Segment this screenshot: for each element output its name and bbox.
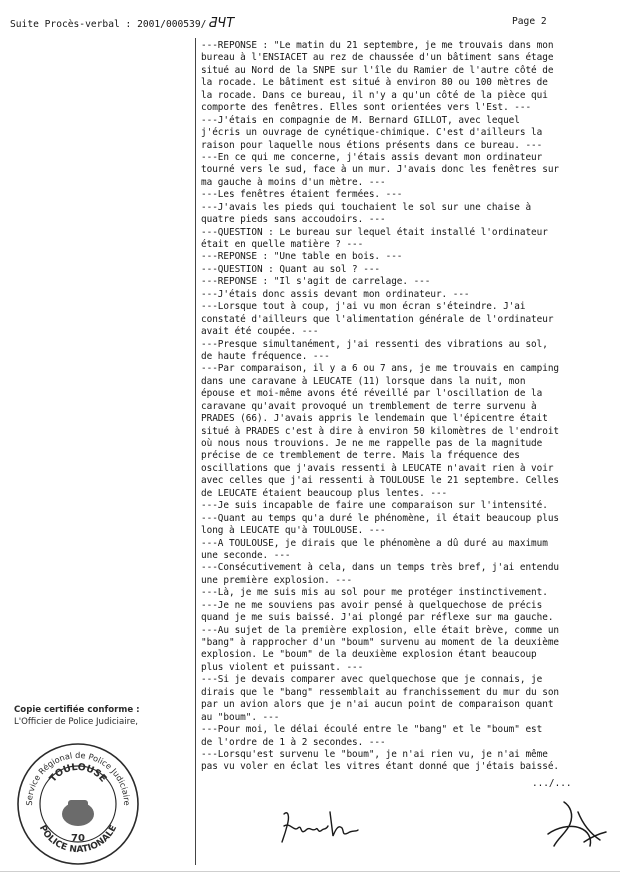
statement-line: au "boum". --- [201,711,280,723]
statement-line: ---Lorsqu'est survenu le "boum", je n'ai rien vu, je n'ai même [201,748,548,760]
statement-line: long à LEUCATE qu'à TOULOUSE. --- [201,525,386,537]
statement-line: ---J'étais donc assis devant mon ordinateur. --- [201,288,470,300]
statement-line: situé au Nord de la SNPE sur l'île du Ramier de l'autre côté de [201,64,554,76]
statement-line: quatre pieds sans accoudoirs. --- [201,214,386,226]
statement-line: ---REPONSE : "Il s'agit de carrelage. --- [201,276,431,288]
statement-line: explosion. Le "boum" de la deuxième explosion étant beaucoup [201,649,537,661]
stamp-outer-top-text: Service Régional de Police Judiciaire [23,749,133,806]
margin-rule [195,38,196,865]
statement-line: ---Au sujet de la première explosion, elle était brève, comme un [201,624,560,636]
handwritten-initials [540,798,610,852]
statement-line: ---Quant au temps qu'a duré le phénomène, il était beaucoup plus [201,512,560,524]
statement-line: comporte des fenêtres. Elles sont orientées vers l'Est. --- [201,102,532,114]
statement-line: PRADES (66). J'avais appris le lendemain que l'épicentre était [201,413,548,425]
statement-line: dirais que le "bang" ressemblait au franchissement du mur du son [201,686,560,698]
statement-line: bureau à l'ENSIACET au rez de chaussée d'un bâtiment sans étage [201,52,554,64]
statement-line: ---Les fenêtres étaient fermées. --- [201,189,403,201]
statement-line: précise de ce tremblement de terre. Mais la fréquence des [201,450,520,462]
statement-line: ---Si je devais comparer avec quelquechose que je connais, je [201,674,543,686]
statement-line: de l'ordre de 1 à 2 secondes. --- [201,736,386,748]
statement-line: pas vu voler en éclat les vitres étant donné que j'étais baissé. [201,761,560,773]
statement-line: ---J'étais en compagnie de M. Bernard GILLOT, avec lequel [201,114,520,126]
footer-rule [0,871,620,872]
statement-line: ---Là, je me suis mis au sol pour me protéger instinctivement. [201,587,548,599]
statement-line: j'écris un ouvrage de cynétique-chimique. C'est d'ailleurs la [201,127,543,139]
stamp-number: 70 [71,833,85,844]
statement-line: situé à PRADES c'est à dire à environ 50 kilomètres de l'endroit [201,425,560,437]
statement-line: où nous nous trouvions. Je ne me rappelle pas de la magnitude [201,438,543,449]
statement-line: ---A TOULOUSE, je dirais que le phénomène a dû duré au maximum [201,537,548,549]
statement-line: ---Pour moi, le délai écoulé entre le "bang" et le "boum" est [201,724,543,736]
page-number: Page 2 [512,16,547,27]
certification-block [14,704,140,728]
certification-line-1: Copie certifiée conforme : [14,705,140,715]
statement-line: ---Lorsque tout à coup, j'ai vu mon écran s'éteindre. J'ai [201,301,526,313]
statement-line: une première explosion. --- [201,574,353,586]
statement-line: raison pour laquelle nous étions présents dans ce bureau. --- [201,139,543,151]
statement-line: tourné vers le sud, face à un mur. J'avais donc les fenêtres sur [201,164,560,176]
handwritten-signature [278,806,362,844]
continuation-marker: .../... [532,778,572,789]
statement-line: caravane qu'avait provoqué un tremblement de terre survenu à [201,400,537,412]
statement-line: ---QUESTION : Le bureau sur lequel était installé l'ordinateur [201,226,548,238]
statement-line: par un avion alors que je n'ai aucun point de comparaison quant [201,699,554,711]
statement-line: de haute fréquence. --- [201,350,330,362]
statement-line: une seconde. --- [201,549,291,561]
statement-line: ---Consécutivement à cela, dans un temps très bref, j'ai entendu [201,562,560,574]
statement-line: constaté d'ailleurs que l'alimentation générale de l'ordinateur [201,313,554,325]
statement-line: de LEUCATE étaient beaucoup plus lentes. --- [201,487,448,499]
statement-line: était en quelle matière ? --- [201,239,364,250]
statement-line: ---REPONSE : "Une table en bois. --- [201,251,403,263]
stamp-emblem [62,800,94,826]
certification-line-2: L'Officier de Police Judiciaire, [14,717,138,727]
statement-line: ---Je suis incapable de faire une comparaison sur l'intensité. [201,500,548,512]
statement-line: avait été coupée. --- [201,326,319,338]
statement-line: oscillations que j'avais ressenti à LEUCATE n'avait rien à voir [201,462,554,474]
header-reference-text: Suite Procès-verbal : 2001/000539/ [10,19,207,30]
document-header-reference [10,16,234,31]
statement-line: ma gauche à moins d'un mètre. --- [201,176,386,188]
statement-line: ---J'avais les pieds qui touchaient le sol sur une chaise à [201,201,532,213]
statement-line: la rocade. Dans ce bureau, il n'y a qu'un côté de la pièce qui [201,89,548,101]
statement-line: ---QUESTION : Quant au sol ? --- [201,263,381,275]
statement-line: ---Par comparaison, il y a 6 ou 7 ans, je me trouvais en camping [201,363,560,375]
statement-body [201,40,616,774]
statement-line: ---En ce qui me concerne, j'étais assis devant mon ordinateur [201,151,543,163]
police-stamp [14,740,142,868]
statement-line: ---Je ne me souviens pas avoir pensé à quelquechose de précis [201,599,543,611]
statement-line: "bang" à rapprocher d'un "boum" survenu au moment de la deuxième [201,637,560,648]
statement-line: ---Presque simultanément, j'ai ressenti des vibrations au sol, [201,338,548,350]
statement-line: plus violent et puissant. --- [201,661,364,673]
stamp-outer-bottom-text: POLICE NATIONALE [36,823,120,856]
stamp-city-text: TOULOUSE [47,761,109,785]
statement-line: ---REPONSE : "Le matin du 21 septembre, je me trouvais dans mon [201,40,554,51]
statement-line: quand je me suis baissé. J'ai plongé par réflexe sur ma gauche. [201,612,554,624]
statement-line: dans une caravane à LEUCATE (11) lorsque dans la nuit, mon [201,375,526,387]
statement-line: la rocade. Le bâtiment est situé à environ 80 ou 100 mètres de [201,77,548,89]
statement-line: épouse et moi-même avons été réveillé par l'oscillation de la [201,388,543,400]
statement-line: avec celles que j'ai ressenti à TOULOUSE le 21 septembre. Celles [201,475,560,487]
header-handwritten-annotation: ƋЧT [208,16,235,31]
